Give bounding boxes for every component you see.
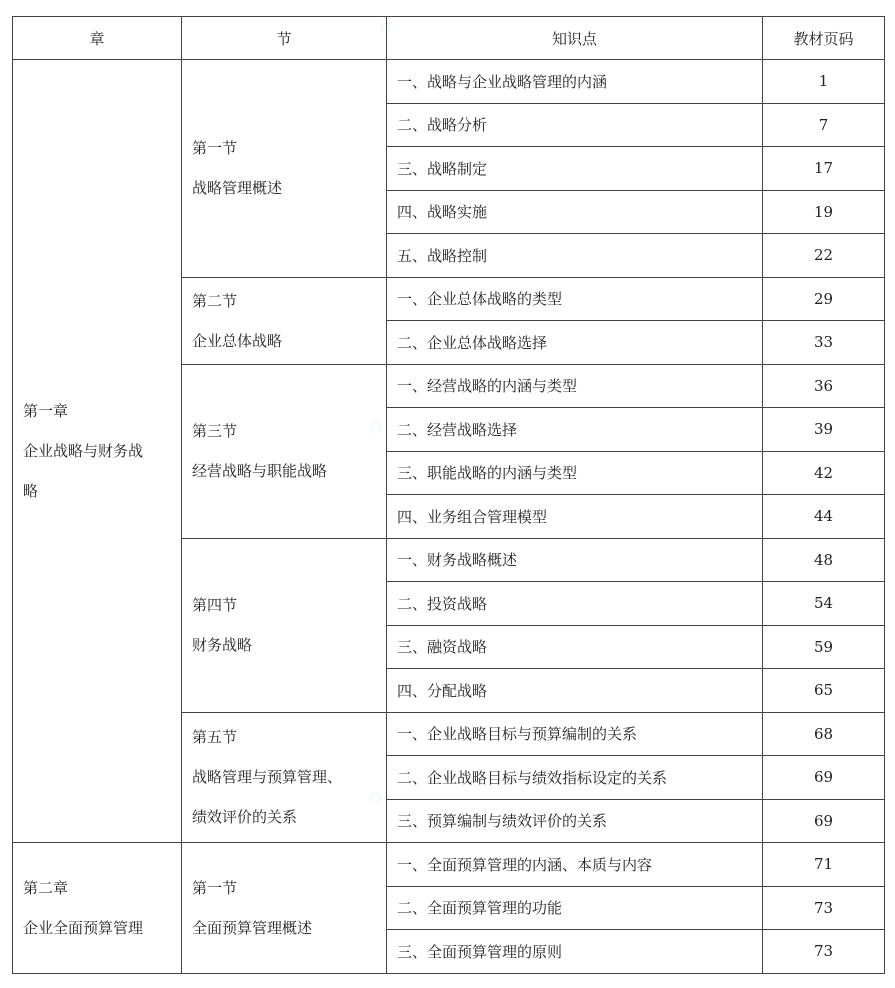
page-number: 29 <box>763 277 885 321</box>
chapter-cell <box>13 60 182 843</box>
knowledge-point: 二、战略分析 <box>387 103 763 147</box>
knowledge-point: 三、全面预算管理的原则 <box>387 930 763 974</box>
page-number: 7 <box>763 103 885 147</box>
knowledge-point: 三、预算编制与绩效评价的关系 <box>387 799 763 843</box>
page-number: 68 <box>763 712 885 756</box>
chapter-number: 第一章 <box>23 402 69 420</box>
section-number: 第五节 <box>192 728 238 747</box>
table-header-row <box>13 17 885 60</box>
table-body <box>13 60 885 974</box>
section-title: 财务战略 <box>192 636 253 654</box>
knowledge-point: 二、全面预算管理的功能 <box>387 886 763 930</box>
syllabus-table <box>12 16 885 974</box>
page-number: 36 <box>763 364 885 408</box>
section-cell <box>182 843 387 974</box>
page-number: 73 <box>763 930 885 974</box>
header-knowledge-point: 知识点 <box>387 17 763 60</box>
knowledge-point: 一、战略与企业战略管理的内涵 <box>387 60 763 104</box>
knowledge-point: 三、战略制定 <box>387 147 763 191</box>
header-chapter: 章 <box>13 17 182 60</box>
watermark: ○ <box>376 18 395 37</box>
section-cell <box>182 364 387 538</box>
knowledge-point: 四、分配战略 <box>387 669 763 713</box>
knowledge-point: 二、经营战略选择 <box>387 408 763 452</box>
section-title: 经营战略与职能战略 <box>192 462 328 480</box>
chapter-cell <box>13 843 182 974</box>
page-number: 44 <box>763 495 885 539</box>
page-number: 71 <box>763 843 885 887</box>
header-page: 教材页码 <box>763 17 885 60</box>
section-number: 第二节 <box>192 291 238 310</box>
table-row <box>13 843 885 887</box>
page-number: 33 <box>763 321 885 365</box>
knowledge-point: 四、业务组合管理模型 <box>387 495 763 539</box>
knowledge-point: 一、企业总体战略的类型 <box>387 277 763 321</box>
knowledge-point: 一、全面预算管理的内涵、本质与内容 <box>387 843 763 887</box>
knowledge-point: 二、企业总体战略选择 <box>387 321 763 365</box>
page-number: 19 <box>763 190 885 234</box>
watermark: ○ <box>366 418 385 437</box>
section-title: 全面预算管理概述 <box>192 918 313 937</box>
knowledge-point: 三、融资战略 <box>387 625 763 669</box>
section-title: 企业总体战略 <box>192 331 283 350</box>
section-title-cont: 绩效评价的关系 <box>192 808 298 827</box>
page-number: 42 <box>763 451 885 495</box>
section-cell <box>182 712 387 843</box>
page-number: 69 <box>763 799 885 843</box>
page-number: 54 <box>763 582 885 626</box>
section-title: 战略管理与预算管理、 <box>192 768 343 787</box>
section-number: 第一节 <box>192 139 238 158</box>
table-row <box>13 60 885 104</box>
page-number: 73 <box>763 886 885 930</box>
knowledge-point: 五、战略控制 <box>387 234 763 278</box>
knowledge-point: 一、财务战略概述 <box>387 538 763 582</box>
page-number: 48 <box>763 538 885 582</box>
section-number: 第三节 <box>192 422 238 440</box>
chapter-title: 企业全面预算管理 <box>23 918 144 937</box>
chapter-number: 第二章 <box>23 878 69 897</box>
page-number: 59 <box>763 625 885 669</box>
section-number: 第四节 <box>192 596 238 614</box>
page-number: 22 <box>763 234 885 278</box>
section-cell <box>182 538 387 712</box>
knowledge-point: 三、职能战略的内涵与类型 <box>387 451 763 495</box>
section-title: 战略管理概述 <box>192 179 283 198</box>
knowledge-point: 二、企业战略目标与绩效指标设定的关系 <box>387 756 763 800</box>
section-cell <box>182 60 387 278</box>
page-number: 1 <box>763 60 885 104</box>
page-number: 17 <box>763 147 885 191</box>
watermark: ○ <box>366 788 385 807</box>
knowledge-point: 二、投资战略 <box>387 582 763 626</box>
header-section: 节 <box>182 17 387 60</box>
page-number: 65 <box>763 669 885 713</box>
section-number: 第一节 <box>192 878 238 897</box>
chapter-title: 企业战略与财务战 <box>23 442 144 460</box>
chapter-title-cont: 略 <box>23 482 39 500</box>
page-number: 69 <box>763 756 885 800</box>
page-number: 39 <box>763 408 885 452</box>
knowledge-point: 一、经营战略的内涵与类型 <box>387 364 763 408</box>
section-cell <box>182 277 387 364</box>
knowledge-point: 四、战略实施 <box>387 190 763 234</box>
knowledge-point: 一、企业战略目标与预算编制的关系 <box>387 712 763 756</box>
